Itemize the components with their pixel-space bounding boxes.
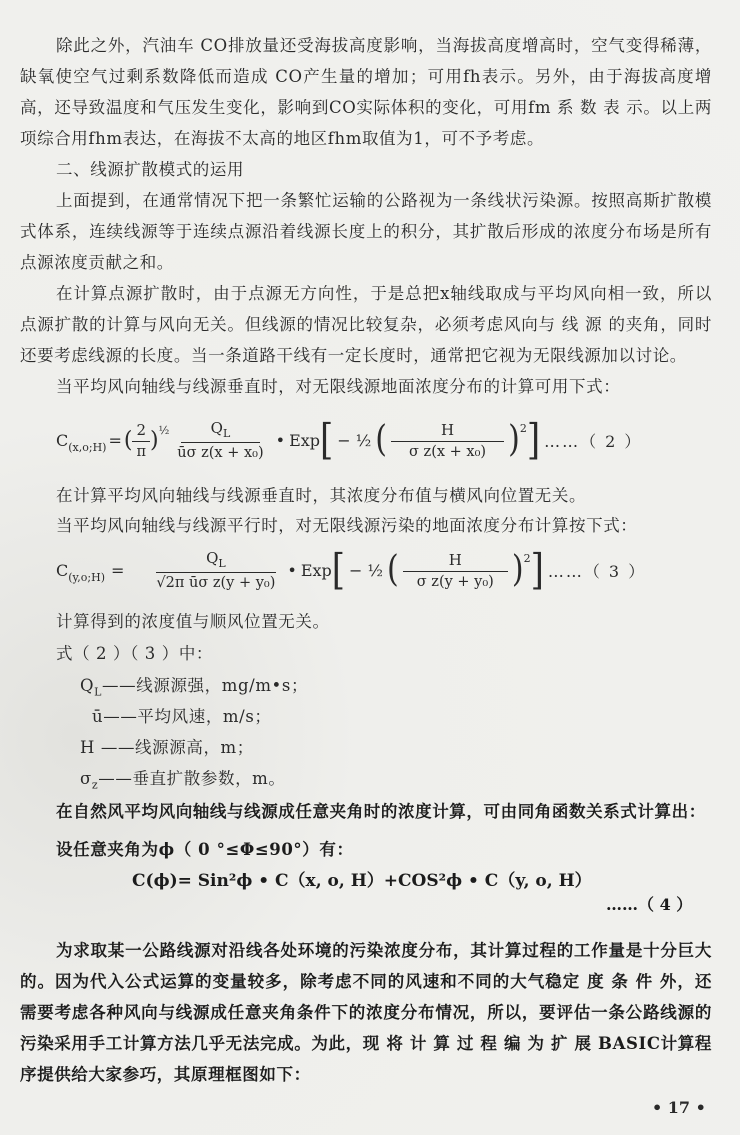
eq2-main-fraction (173, 419, 267, 461)
eq4-text: C(ϕ)= Sin²ϕ • C（x, o, H）+COS²ϕ • C（y, o, H） (132, 871, 592, 891)
eq3-inner-num: H (403, 551, 508, 572)
equation-3 (56, 540, 646, 600)
eq2-coef-fraction (132, 421, 150, 460)
eq2-inner-num: H (391, 421, 504, 442)
equation-4 (132, 866, 592, 891)
var-desc: ——平均风速，m/s； (103, 707, 272, 726)
paragraph-parallel-intro: 当平均风向轴线与线源平行时，对无限线源污染的地面浓度分布计算按下式： (56, 516, 638, 535)
paragraph-line-source-intro: 上面提到，在通常情况下把一条繁忙运输的公路视为一条线状污染源。按照高斯扩散模式体系，连续线源等于连续点源沿着线源长度上的积分，其扩散后形成的浓度分布场是所有点源浓度贡献之和。 (20, 191, 712, 272)
eq2-lhs-sub: (x,o;H) (68, 440, 107, 454)
paragraph-altitude-effect: 除此之外，汽油车 CO排放量还受海拔高度影响，当海拔高度增高时，空气变得稀薄，缺氧使空气过剩系数降低而造成 CO产生量的增加；可用fh表示。另外，由于海拔高度增高，还导致温度和气压发生变化，影响到CO实际体积的变化，可用fm 系 数 表 示。以上两项综合用fhm表达，在海拔不太高的地区fhm取值为1，可不予考虑。 (20, 36, 712, 148)
var-symbol: ū (92, 707, 104, 726)
eq2-open-bracket: [ (320, 415, 334, 465)
eq3-open-bracket: [ (331, 545, 346, 595)
var-symbol: σ (80, 769, 92, 788)
eq2-square: 2 (519, 421, 527, 435)
eq2-open-big-paren: ( (375, 418, 387, 461)
eq3-main-fraction (152, 549, 279, 591)
eq3-lhs-sub: (y,o;H) (68, 570, 106, 584)
eq3-num-sub: L (218, 557, 226, 570)
eq3-square: 2 (523, 551, 531, 565)
eq2-close-big-paren: ) (508, 418, 520, 461)
eq3-den: √2π ūσ z(y + y₀) (156, 575, 276, 591)
var-desc: ——线源源高，m； (100, 738, 254, 757)
variables-heading: 式（ 2 ）（ 3 ）中： (56, 644, 214, 663)
var-symbol: Q (80, 676, 95, 695)
paragraph-arbitrary-angle: 在自然风平均风向轴线与线源成任意夹角时的浓度计算，可由同角函数关系式计算出： (56, 802, 706, 821)
eq3-minus-half: − ½ (349, 560, 384, 580)
eq2-exp: Exp (289, 430, 321, 450)
eq3-dot: • (287, 560, 297, 580)
variable-ql (80, 672, 308, 698)
eq2-coef-exponent: ½ (158, 423, 170, 437)
paragraph-perpendicular-intro: 当平均风向轴线与线源垂直时，对无限线源地面浓度分布的计算可用下式： (56, 377, 621, 396)
eq2-inner-den: σ z(x + x₀) (409, 443, 487, 460)
paragraph-parallel-note: 计算得到的浓度值与顺风位置无关。 (56, 612, 330, 631)
paragraph-basic-program: 为求取某一公路线源对沿线各处环境的污染浓度分布，其计算过程的工作量是十分巨大的。因为代入公式运算的变量较多，除考虑不同的风速和不同的大气稳定 度 条 件 外，还需要考虑各种风向与线源成任意夹角条件下的浓度分布情况，所以，要评估一条公路线源的污染采用手工计算方法几乎无法完成。为此，现 将 计 算 过 程 编 为 扩 展 BASIC计算程序提供给大家参巧，其原理框图如下： (20, 941, 712, 1084)
eq3-lhs: C (56, 560, 69, 580)
eq2-num: Q (210, 419, 223, 437)
eq2-inner-fraction (391, 421, 504, 460)
eq2-minus-half: − ½ (337, 430, 372, 450)
var-sub: L (94, 685, 103, 699)
variable-u (92, 703, 272, 727)
eq2-num-sub: L (222, 427, 231, 440)
eq2-coef-num: 2 (132, 421, 150, 442)
eq3-num: Q (206, 549, 219, 567)
eq2-den: ūσ z(x + x₀) (177, 445, 264, 461)
eq3-label: ……（ 3 ） (547, 561, 647, 581)
eq3-equals: = (111, 560, 125, 580)
eq2-coef-den: π (136, 443, 146, 460)
paragraph-point-source: 在计算点源扩散时，由于点源无方向性，于是总把x轴线取成与平均风向相一致，所以点源扩散的计算与风向无关。但线源的情况比较复杂，必须考虑风向与 线 源 的夹角，同时还要考虑线源的长度。当一条道路干线有一定长度时，通常把它视为无限线源加以讨论。 (20, 284, 712, 365)
eq3-exp: Exp (300, 560, 332, 580)
eq2-close-paren: ) (150, 427, 159, 453)
eq3-inner-fraction (403, 551, 508, 590)
paragraph-angle-definition: 设任意夹角为ϕ（ 0 °≤Φ≤90°）有： (56, 840, 354, 859)
eq2-dot: • (275, 430, 286, 450)
eq3-close-bracket: ] (530, 545, 544, 595)
var-desc: ——垂直扩散参数，m。 (98, 769, 286, 788)
variable-sigma-z (80, 765, 286, 791)
equation-2 (56, 410, 642, 470)
eq2-equals: = (108, 430, 122, 450)
eq3-inner-den: σ z(y + y₀) (416, 573, 494, 590)
eq2-lhs: C (56, 430, 69, 450)
eq2-label: ……（ 2 ） (544, 431, 643, 451)
section-heading: 二、线源扩散模式的运用 (56, 160, 245, 179)
eq2-close-bracket: ] (526, 415, 541, 465)
var-symbol: H (80, 738, 101, 757)
paragraph-perpendicular-note: 在计算平均风向轴线与线源垂直时，其浓度分布值与横风向位置无关。 (56, 486, 587, 505)
eq3-close-big-paren: ) (511, 548, 524, 591)
eq2-open-paren: ( (123, 427, 133, 453)
var-desc: ——线源源强，mg/m•s； (102, 676, 309, 695)
equation-4-label (606, 892, 692, 915)
variable-h (80, 734, 254, 758)
eq3-open-big-paren: ( (387, 548, 399, 591)
var-sub: z (91, 778, 99, 792)
page-number: • 17 • (652, 1098, 706, 1117)
eq4-label: ……（ 4 ） (606, 895, 693, 914)
